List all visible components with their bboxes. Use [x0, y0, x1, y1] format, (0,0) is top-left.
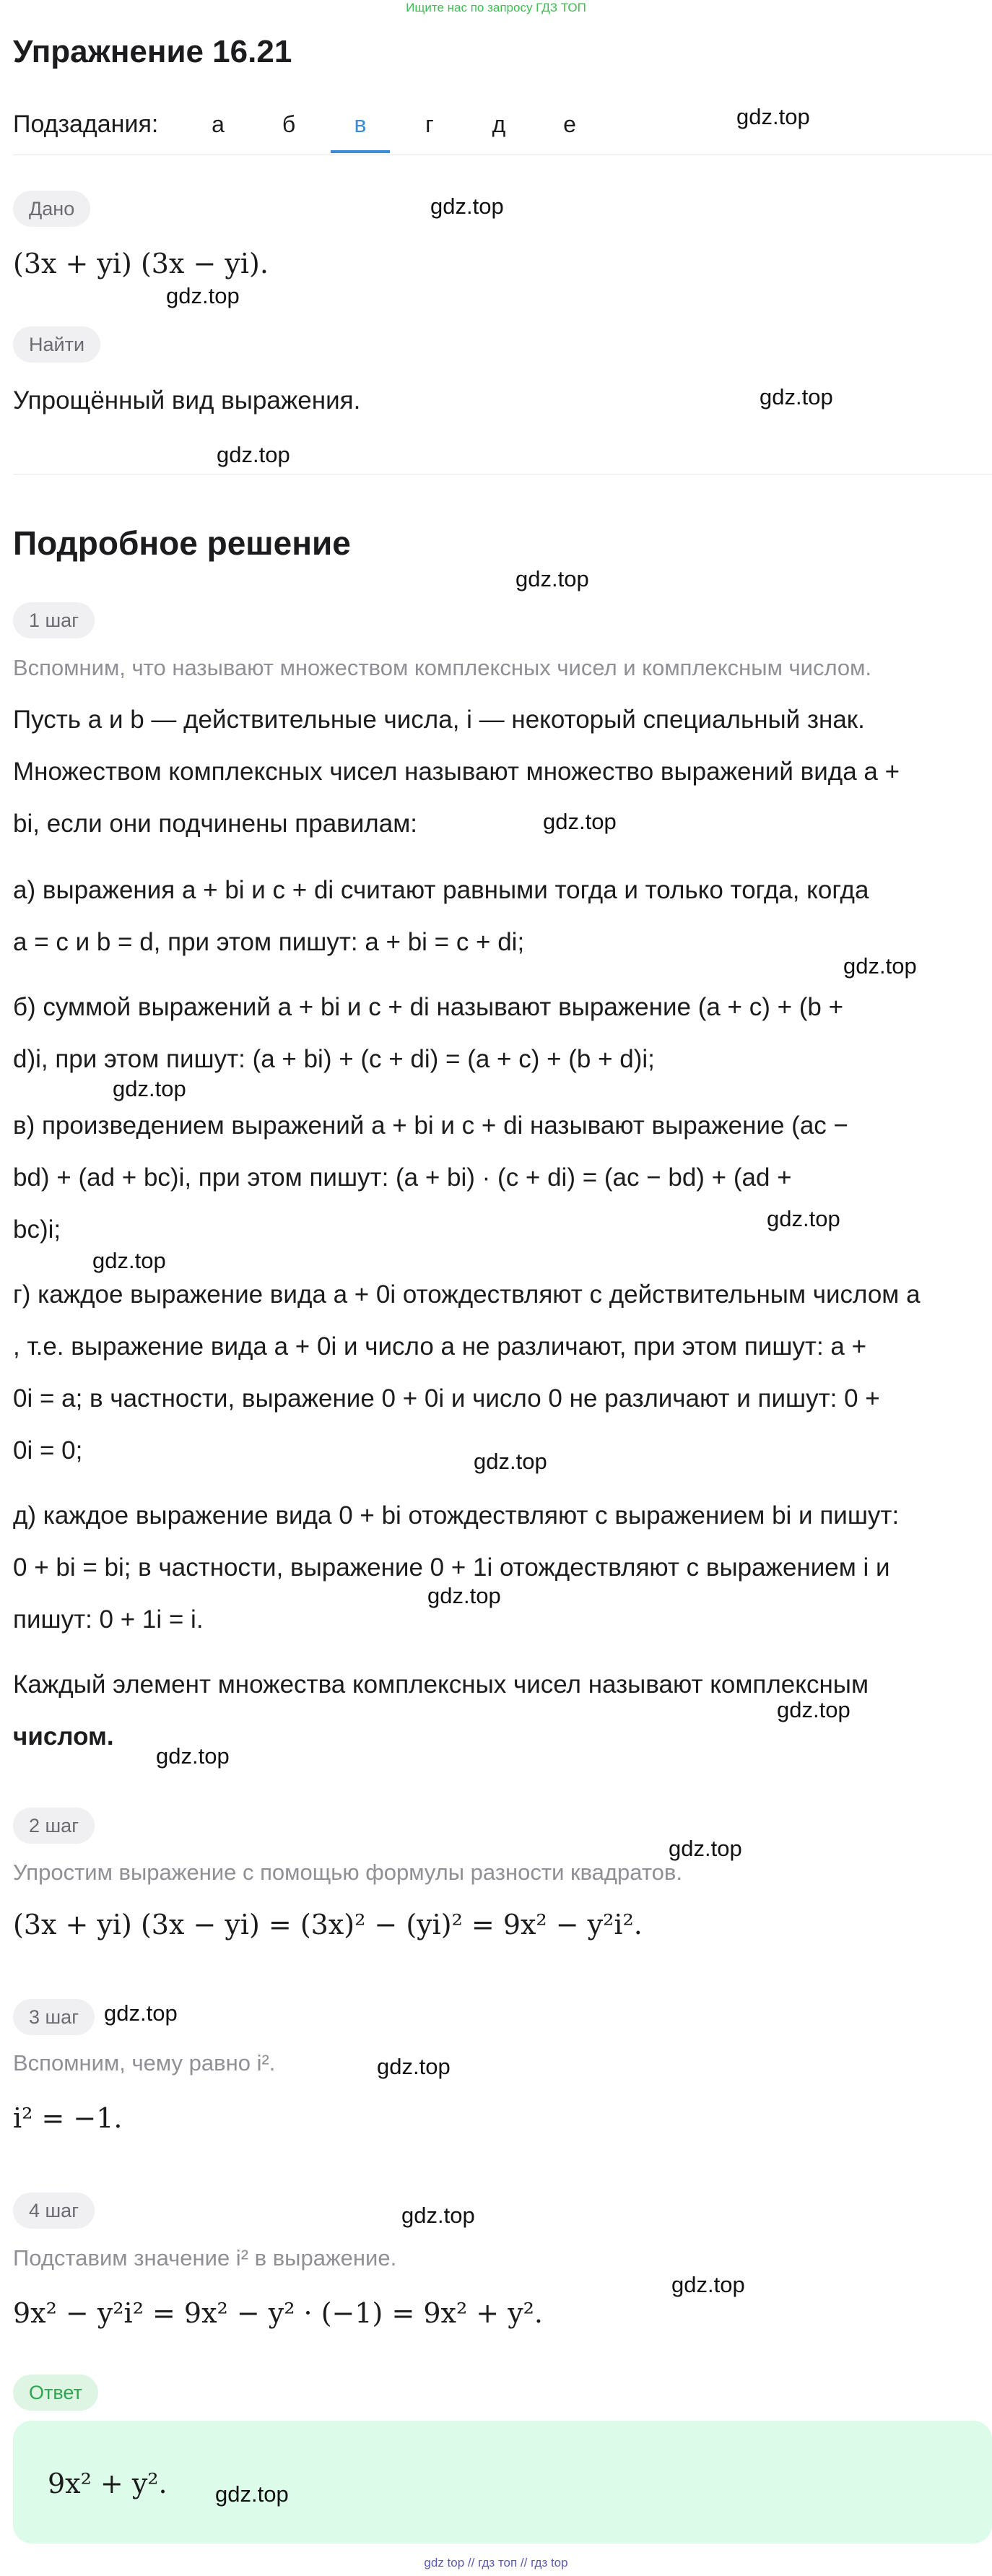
find-badge: Найти [13, 326, 100, 363]
watermark: gdz.top [427, 1583, 501, 1608]
watermark: gdz.top [104, 2000, 178, 2026]
step-4-badge: 4 шаг [13, 2193, 95, 2229]
step-1-line: а) выражения a + bi и c + di считают равными тогда и только тогда, когда [13, 876, 869, 904]
watermark: gdz.top [92, 1248, 166, 1273]
tab-g[interactable]: г [425, 111, 434, 137]
watermark: gdz.top [113, 1076, 186, 1101]
watermark: gdz.top [777, 1697, 850, 1722]
page-title: Упражнение 16.21 [13, 34, 292, 69]
footer-links[interactable]: gdz top // гдз топ // гдз top [424, 2556, 568, 2570]
solution-heading: Подробное решение [13, 524, 351, 562]
watermark: gdz.top [430, 194, 504, 219]
watermark: gdz.top [166, 283, 240, 308]
step-1-line: в) произведением выражений a + bi и c + di называют выражение (ac − [13, 1111, 848, 1140]
watermark: gdz.top [215, 2481, 289, 2507]
watermark: gdz.top [217, 442, 290, 467]
watermark: gdz.top [760, 384, 833, 409]
step-1-line: Пусть a и b — действительные числа, i — некоторый специальный знак. [13, 706, 865, 734]
watermark: gdz.top [515, 566, 589, 591]
tab-v[interactable]: в [354, 111, 367, 137]
step-1-line: пишут: 0 + 1i = i. [13, 1605, 204, 1634]
watermark: gdz.top [767, 1206, 840, 1231]
step-1-line: 0i = a; в частности, выражение 0 + 0i и число 0 не различают и пишут: 0 + [13, 1384, 880, 1413]
watermark: gdz.top [736, 104, 810, 129]
step-1-line: bc)i; [13, 1215, 61, 1244]
given-expression: (3x + yi) (3x − yi). [13, 248, 269, 279]
tab-b[interactable]: б [282, 111, 296, 137]
step-1-line: , т.е. выражение вида a + 0i и число a не различают, при этом пишут: a + [13, 1332, 867, 1361]
step-2-formula: (3x + yi) (3x − yi) = (3x)² − (yi)² = 9x² − y²i². [13, 1909, 643, 1940]
step-1-line: 0i = 0; [13, 1436, 83, 1465]
answer-value: 9x² + y². [48, 2468, 167, 2499]
tab-e[interactable]: е [563, 111, 576, 137]
step-3-hint: Вспомним, чему равно i². [13, 2050, 276, 2076]
step-1-line: б) суммой выражений a + bi и c + di называют выражение (a + c) + (b + [13, 993, 844, 1021]
step-1-line: d)i, при этом пишут: (a + bi) + (c + di) = (a + c) + (b + d)i; [13, 1045, 655, 1073]
step-3-badge: 3 шаг [13, 1999, 95, 2035]
step-1-line: д) каждое выражение вида 0 + bi отождествляют с выражением bi и пишут: [13, 1501, 900, 1530]
step-2-hint: Упростим выражение с помощью формулы разности квадратов. [13, 1860, 682, 1885]
tab-a[interactable]: а [212, 111, 225, 137]
active-tab-indicator [331, 150, 390, 153]
watermark: gdz.top [671, 2272, 745, 2297]
step-1-line: 0 + bi = bi; в частности, выражение 0 + 1i отождествляют с выражением i и [13, 1553, 890, 1582]
step-1-line: bi, если они подчинены правилам: [13, 810, 417, 838]
watermark: gdz.top [401, 2203, 475, 2228]
step-1-line: Каждый элемент множества комплексных чисел называют комплексным [13, 1670, 869, 1699]
subtasks-label: Подзадания: [13, 110, 159, 138]
watermark: gdz.top [474, 1449, 547, 1474]
step-1-line: числом. [13, 1722, 114, 1751]
step-2-badge: 2 шаг [13, 1808, 95, 1844]
answer-badge: Ответ [13, 2375, 98, 2411]
step-1-line: a = c и b = d, при этом пишут: a + bi = c + di; [13, 928, 525, 956]
step-1-hint: Вспомним, что называют множеством комплексных чисел и комплексным числом. [13, 655, 872, 680]
step-1-badge: 1 шаг [13, 602, 95, 638]
watermark: gdz.top [669, 1836, 742, 1861]
step-4-formula: 9x² − y²i² = 9x² − y² · (−1) = 9x² + y². [13, 2297, 543, 2329]
watermark: gdz.top [377, 2054, 451, 2079]
step-3-formula: i² = −1. [13, 2102, 123, 2134]
step-1-line: bd) + (ad + bc)i, при этом пишут: (a + bi) · (c + di) = (ac − bd) + (ad + [13, 1163, 792, 1192]
watermark: gdz.top [843, 953, 917, 979]
step-1-line: г) каждое выражение вида a + 0i отождествляют с действительным числом a [13, 1280, 921, 1309]
tab-d[interactable]: д [492, 111, 506, 137]
find-text: Упрощённый вид выражения. [13, 386, 361, 415]
step-4-hint: Подставим значение i² в выражение. [13, 2245, 397, 2271]
given-badge: Дано [13, 191, 90, 227]
step-1-line: Множеством комплексных чисел называют множество выражений вида a + [13, 758, 900, 786]
top-search-link[interactable]: Ищите нас по запросу ГДЗ ТОП [406, 1, 586, 14]
watermark: gdz.top [543, 809, 617, 834]
watermark: gdz.top [156, 1743, 230, 1769]
